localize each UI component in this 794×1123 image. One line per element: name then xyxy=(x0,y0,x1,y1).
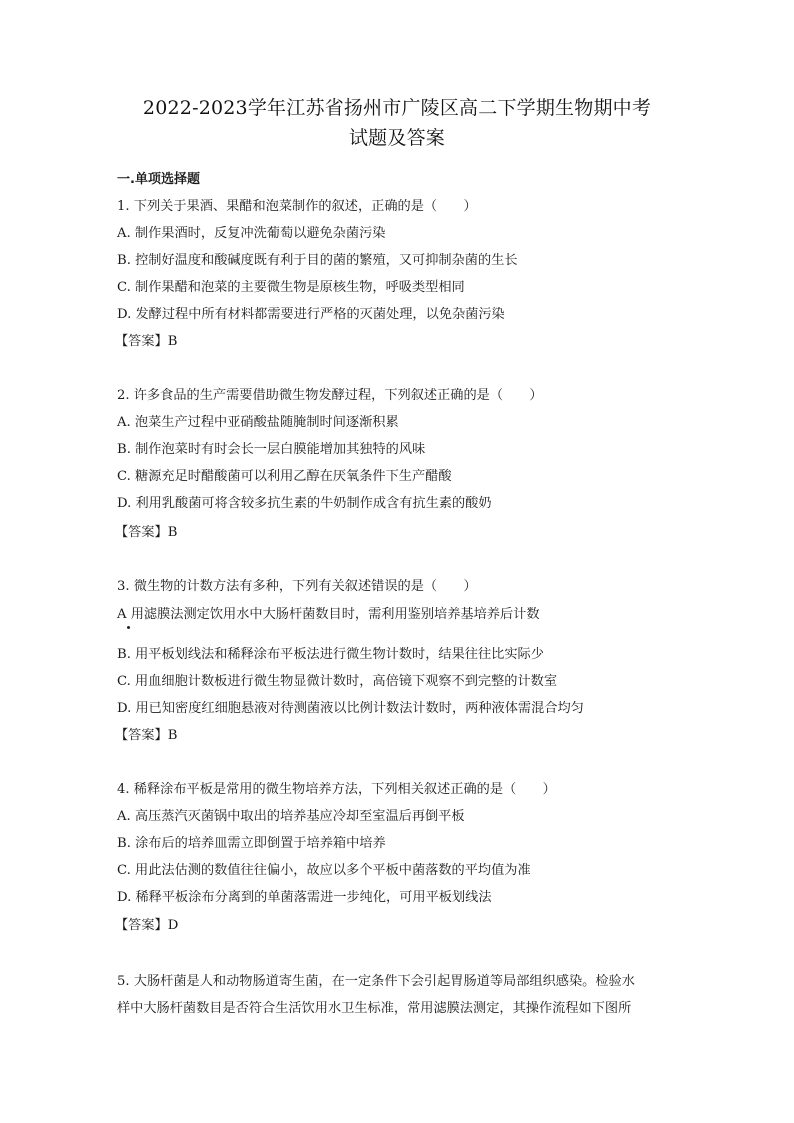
question-3-option-a: A 用滤膜法测定饮用水中大肠杆菌数目时，需利用鉴别培养基培养后计数 xyxy=(117,607,540,622)
document-title-line-2: 试题及答案 xyxy=(348,127,445,149)
question-2-option-b: B. 制作泡菜时有时会长一层白膜能增加其独特的风味 xyxy=(117,442,426,457)
question-5-line-1: 5. 大肠杆菌是人和动物肠道寄生菌，在一定条件下会引起胃肠道等局部组织感染。检验水 xyxy=(117,974,635,989)
question-1-answer: 【答案】B xyxy=(115,334,178,349)
question-4-option-a: A. 高压蒸汽灭菌锅中取出的培养基应冷却至室温后再倒平板 xyxy=(117,809,465,824)
question-2-option-d: D. 利用乳酸菌可将含较多抗生素的牛奶制作成含有抗生素的酸奶 xyxy=(117,496,492,511)
question-3-stem: 3. 微生物的计数方法有多种，下列有关叙述错误的是（ ） xyxy=(117,579,477,594)
question-4-stem: 4. 稀释涂布平板是常用的微生物培养方法，下列相关叙述正确的是（ ） xyxy=(117,782,556,797)
question-2-option-c: C. 糖源充足时醋酸菌可以利用乙醇在厌氧条件下生产醋酸 xyxy=(117,469,452,484)
question-1-option-a: A. 制作果酒时，反复冲洗葡萄以避免杂菌污染 xyxy=(117,226,386,241)
question-3-option-b: B. 用平板划线法和稀释涂布平板法进行微生物计数时，结果往往比实际少 xyxy=(117,647,544,662)
question-1-stem: 1. 下列关于果酒、果醋和泡菜制作的叙述，正确的是（ ） xyxy=(117,199,477,214)
section-heading: 一.单项选择题 xyxy=(117,172,200,187)
question-1-option-d: D. 发酵过程中所有材料都需要进行严格的灭菌处理，以免杂菌污染 xyxy=(117,307,505,322)
question-2-answer: 【答案】B xyxy=(115,525,178,540)
question-3-option-c: C. 用血细胞计数板进行微生物显微计数时，高倍镜下观察不到完整的计数室 xyxy=(117,674,558,689)
question-4-option-b: B. 涂布后的培养皿需立即倒置于培养箱中培养 xyxy=(117,836,386,851)
question-4-option-c: C. 用此法估测的数值往往偏小，故应以多个平板中菌落数的平均值为准 xyxy=(117,863,531,878)
question-3-answer: 【答案】B xyxy=(115,728,178,743)
question-4-option-d: D. 稀释平板涂布分离到的单菌落需进一步纯化，可用平板划线法 xyxy=(117,890,492,905)
document-title-line-1: 2022-2023学年江苏省扬州市广陵区高二下学期生物期中考 xyxy=(142,97,652,119)
question-2-option-a: A. 泡菜生产过程中亚硝酸盐随腌制时间逐渐积累 xyxy=(117,415,399,430)
question-2-stem: 2. 许多食品的生产需要借助微生物发酵过程，下列叙述正确的是（ ） xyxy=(117,388,543,403)
question-4-answer: 【答案】D xyxy=(115,918,179,933)
question-1-option-b: B. 控制好温度和酸碱度既有利于目的菌的繁殖，又可抑制杂菌的生长 xyxy=(117,253,518,268)
question-1-option-c: C. 制作果醋和泡菜的主要微生物是原核生物，呼吸类型相同 xyxy=(117,280,465,295)
question-5-line-2: 样中大肠杆菌数目是否符合生活饮用水卫生标准，常用滤膜法测定，其操作流程如下图所 xyxy=(117,1001,632,1016)
option-a-dot-mark xyxy=(127,626,130,629)
question-3-option-d: D. 用已知密度红细胞悬液对待测菌液以比例计数法计数时，两种液体需混合均匀 xyxy=(117,701,584,716)
